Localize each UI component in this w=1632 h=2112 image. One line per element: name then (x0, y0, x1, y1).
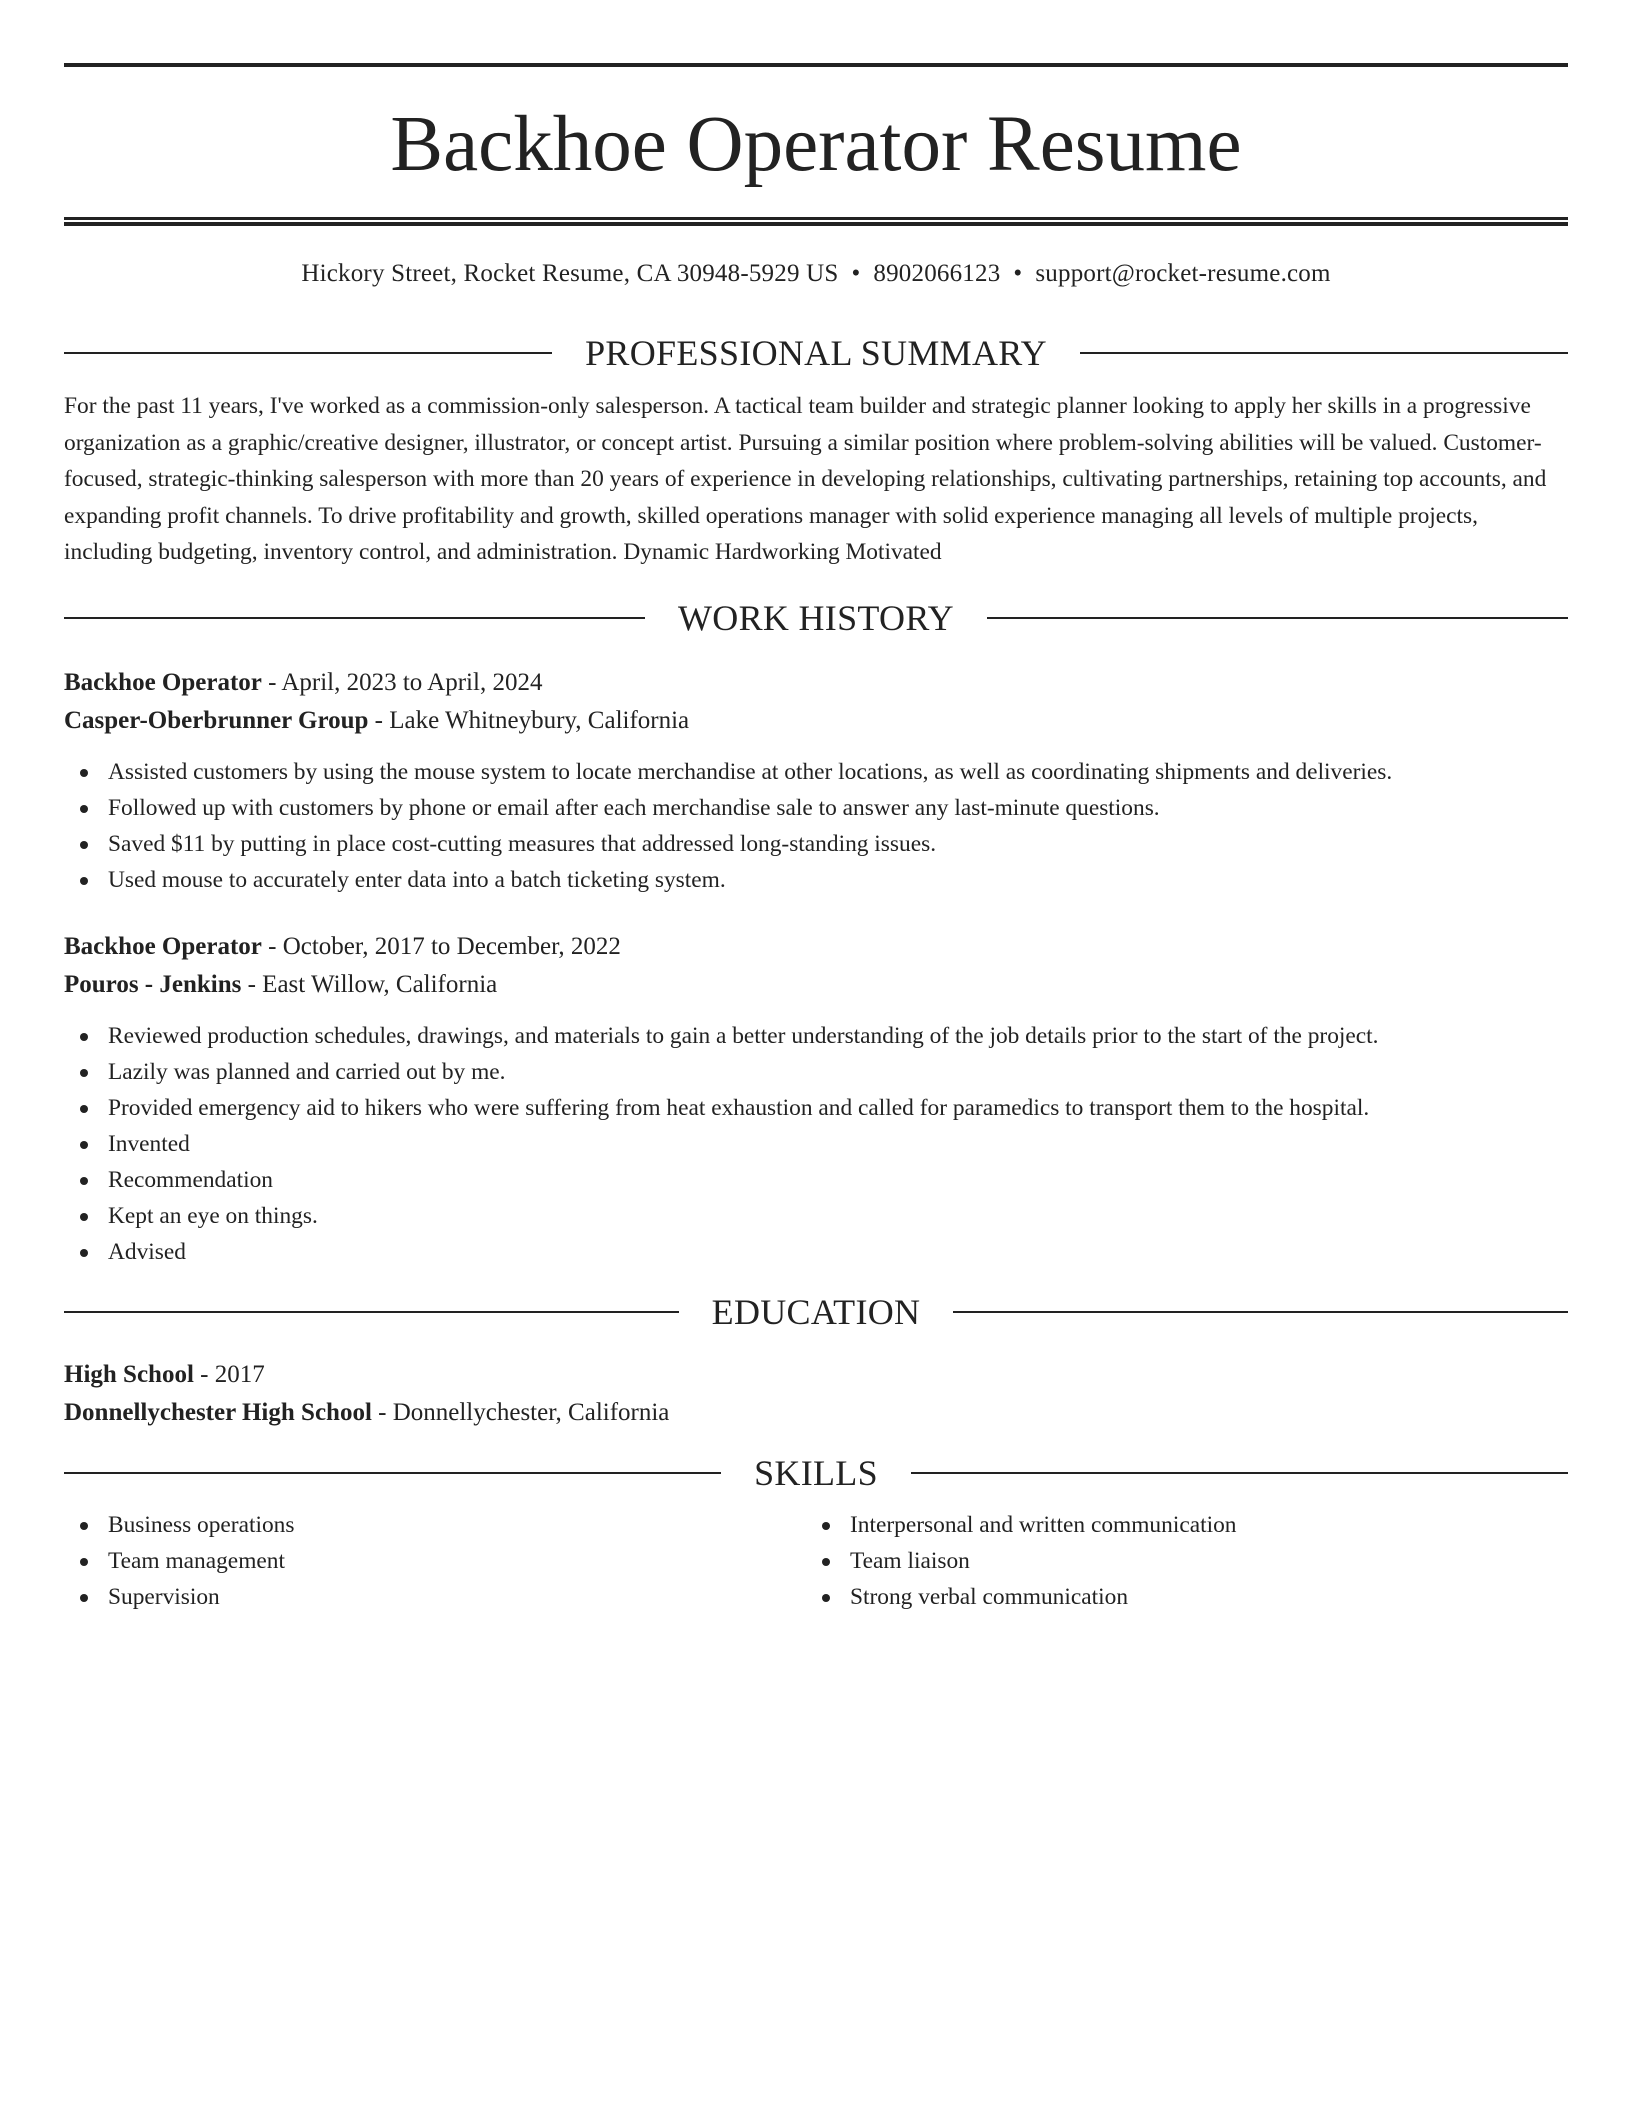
list-item: Saved $11 by putting in place cost-cutting measures that addressed long-standing issues. (64, 826, 1568, 862)
job-location: - Lake Whitneybury, California (368, 706, 690, 734)
list-item: Supervision (64, 1579, 806, 1615)
job-title-line (64, 928, 1568, 966)
job-company-line (64, 702, 1568, 740)
section-heading-skills (64, 1451, 1568, 1495)
education-year: - 2017 (193, 1360, 265, 1388)
job-title: Backhoe Operator (64, 668, 262, 696)
list-item: Used mouse to accurately enter data into a batch ticketing system. (64, 862, 1568, 898)
list-item: Invented (64, 1126, 1568, 1162)
title-double-rule (64, 217, 1568, 226)
job-company-line (64, 966, 1568, 1004)
education-location: - Donnellychester, California (371, 1398, 670, 1426)
job-title: Backhoe Operator (64, 932, 262, 960)
heading-rule-left (64, 1311, 679, 1313)
list-item: Business operations (64, 1507, 806, 1543)
heading-rule-right (1080, 352, 1568, 354)
section-heading-work-history (64, 596, 1568, 640)
contact-separator: • (851, 260, 861, 287)
skills-list-right (806, 1507, 1568, 1615)
top-rule (64, 63, 1568, 67)
job-title-line (64, 664, 1568, 702)
job-company: Casper-Oberbrunner Group (64, 706, 369, 734)
resume-title: Backhoe Operator Resume (390, 101, 1242, 188)
list-item: Advised (64, 1234, 1568, 1270)
list-item: Recommendation (64, 1162, 1568, 1198)
list-item: Kept an eye on things. (64, 1198, 1568, 1234)
summary-text: For the past 11 years, I've worked as a commission-only salesperson. A tactical team builder and strategic planner looking to apply her skills in a progressive organization as a graphic/creative designer, illustrator, or concept artist. Pursuing a similar position where problem-solving abilities will be valued. Customer-focused, strategic-thinking salesperson with more than 20 years of experience in developing relationships, cultivating partnerships, retaining top accounts, and expanding profit channels. To drive profitability and growth, skilled operations manager with solid experience managing all levels of multiple projects, including budgeting, inventory control, and administration. Dynamic Hardworking Motivated (64, 393, 1547, 565)
section-title: WORK HISTORY (678, 597, 954, 638)
section-heading-summary (64, 331, 1568, 375)
heading-rule-right (987, 617, 1568, 619)
heading-rule-right (911, 1472, 1568, 1474)
list-item: Lazily was planned and carried out by me. (64, 1054, 1568, 1090)
list-item: Interpersonal and written communication (806, 1507, 1568, 1543)
education-degree: High School (64, 1360, 194, 1388)
contact-separator: • (1013, 260, 1023, 287)
section-title: PROFESSIONAL SUMMARY (585, 333, 1047, 373)
section-title: EDUCATION (711, 1291, 921, 1332)
education-entry (64, 1356, 1568, 1432)
education-degree-line (64, 1356, 1568, 1394)
job-bullet-list (64, 754, 1568, 898)
list-item: Team management (64, 1543, 806, 1579)
job-dates: - April, 2023 to April, 2024 (261, 668, 543, 696)
job-entry (64, 928, 1568, 1004)
contact-address: Hickory Street, Rocket Resume, CA 30948-5929 US (301, 260, 839, 287)
skills-list-left (64, 1507, 806, 1615)
heading-rule-left (64, 352, 552, 354)
section-title: SKILLS (754, 1452, 878, 1493)
education-school: Donnellychester High School (64, 1398, 372, 1426)
education-school-line (64, 1394, 1568, 1432)
job-company: Pouros - Jenkins (64, 970, 242, 998)
contact-phone: 8902066123 (873, 260, 1001, 287)
job-bullet-list (64, 1018, 1568, 1270)
heading-rule-left (64, 617, 645, 619)
list-item: Provided emergency aid to hikers who were suffering from heat exhaustion and called for paramedics to transport them to the hospital. (64, 1090, 1568, 1126)
list-item: Reviewed production schedules, drawings, and materials to gain a better understanding of the job details prior to the start of the project. (64, 1018, 1568, 1054)
skills-columns (64, 1507, 1568, 1615)
job-entry (64, 664, 1568, 740)
contact-email: support@rocket-resume.com (1035, 260, 1331, 287)
list-item: Followed up with customers by phone or email after each merchandise sale to answer any last-minute questions. (64, 790, 1568, 826)
list-item: Team liaison (806, 1543, 1568, 1579)
contact-line (64, 257, 1568, 291)
section-heading-education (64, 1290, 1568, 1334)
list-item: Assisted customers by using the mouse system to locate merchandise at other locations, as well as coordinating shipments and deliveries. (64, 754, 1568, 790)
heading-rule-right (953, 1311, 1568, 1313)
list-item: Strong verbal communication (806, 1579, 1568, 1615)
job-dates: - October, 2017 to December, 2022 (261, 932, 621, 960)
heading-rule-left (64, 1472, 721, 1474)
job-location: - East Willow, California (241, 970, 498, 998)
